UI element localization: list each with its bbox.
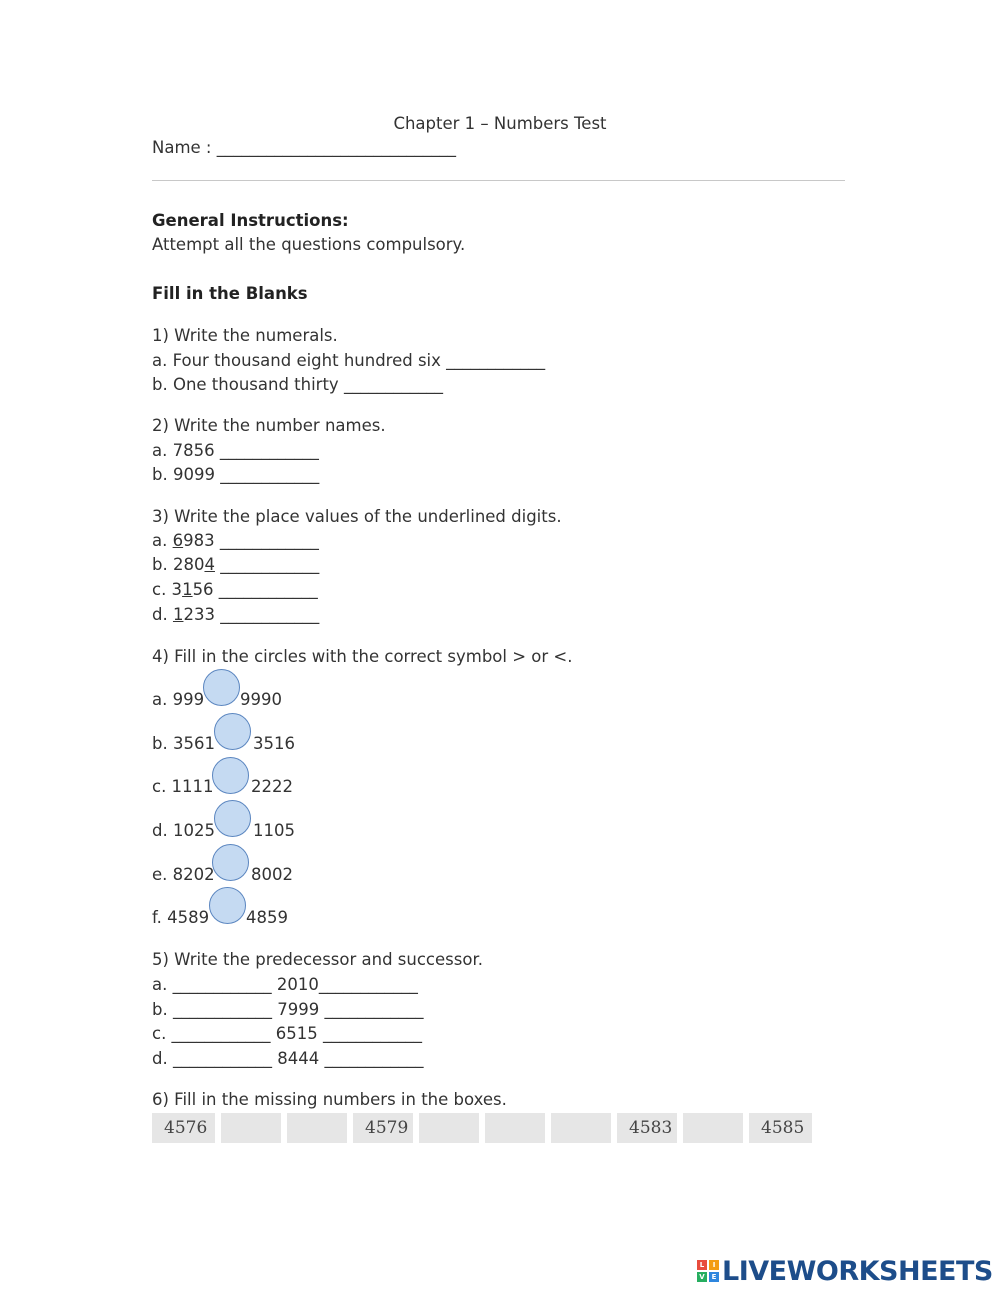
sequence-blank-cell[interactable] xyxy=(548,1113,614,1143)
sequence-blank-cell[interactable] xyxy=(284,1113,350,1143)
q3-item[interactable]: d. 1233 ____________ xyxy=(152,605,320,624)
name-blank[interactable]: _____________________________ xyxy=(216,138,456,157)
sequence-cell: 4579 xyxy=(350,1113,416,1143)
comparison-right: 8002 xyxy=(251,865,293,884)
sequence-cell: 4583 xyxy=(614,1113,680,1143)
q3-prompt: 3) Write the place values of the underlined digits. xyxy=(152,507,562,526)
q5-prompt: 5) Write the predecessor and successor. xyxy=(152,950,483,969)
underlined-digit: 4 xyxy=(204,555,215,574)
sequence-blank-cell[interactable] xyxy=(218,1113,284,1143)
sequence-blank-cell[interactable] xyxy=(680,1113,746,1143)
q3-item[interactable]: b. 2804 ____________ xyxy=(152,555,320,574)
sequence-cell: 4576 xyxy=(164,1118,208,1138)
divider xyxy=(152,180,845,181)
answer-circle[interactable] xyxy=(209,887,246,924)
answer-circle[interactable] xyxy=(212,844,249,881)
q1-prompt: 1) Write the numerals. xyxy=(152,326,338,345)
q1-item[interactable]: a. Four thousand eight hundred six ____________ xyxy=(152,351,546,370)
q5-item[interactable]: a. ____________ 2010____________ xyxy=(152,975,418,994)
page-title: Chapter 1 – Numbers Test xyxy=(393,114,607,133)
instructions-text: Attempt all the questions compulsory. xyxy=(152,235,466,254)
q3-item[interactable]: c. 3156 ____________ xyxy=(152,580,318,599)
number-sequence-table xyxy=(152,1113,812,1143)
comparison-right: 4859 xyxy=(246,908,288,927)
comparison-left: c. 1111 xyxy=(152,777,214,796)
q4-prompt: 4) Fill in the circles with the correct symbol > or <. xyxy=(152,647,573,666)
sequence-cell: 4585 xyxy=(746,1113,812,1143)
name-label: Name : xyxy=(152,138,217,157)
underlined-digit: 1 xyxy=(172,605,184,624)
sequence-blank-cell[interactable] xyxy=(482,1113,548,1143)
comparison-left: b. 3561 xyxy=(152,734,215,753)
underlined-digit: 6 xyxy=(172,531,184,550)
q5-item[interactable]: c. ____________ 6515 ____________ xyxy=(152,1024,423,1043)
comparison-left: a. 999 xyxy=(152,690,205,709)
logo-text: LIVEWORKSHEETS xyxy=(722,1255,993,1287)
comparison-right: 3516 xyxy=(253,734,295,753)
q2-item[interactable]: b. 9099 ____________ xyxy=(152,465,320,484)
instructions-heading: General Instructions: xyxy=(152,211,349,230)
answer-circle[interactable] xyxy=(214,713,251,750)
name-line xyxy=(152,138,456,158)
comparison-left: f. 4589 xyxy=(152,908,210,927)
q5-item[interactable]: d. ____________ 8444 ____________ xyxy=(152,1049,424,1068)
liveworksheets-logo[interactable] xyxy=(697,1257,993,1285)
q2-item[interactable]: a. 7856 ____________ xyxy=(152,441,319,460)
sequence-blank-cell[interactable] xyxy=(416,1113,482,1143)
answer-circle[interactable] xyxy=(214,800,251,837)
comparison-right: 9990 xyxy=(240,690,282,709)
answer-circle[interactable] xyxy=(212,757,249,794)
q5-item[interactable]: b. ____________ 7999 ____________ xyxy=(152,1000,424,1019)
q2-prompt: 2) Write the number names. xyxy=(152,416,386,435)
comparison-right: 2222 xyxy=(251,777,293,796)
logo-icon: L I V E xyxy=(697,1260,719,1282)
answer-circle[interactable] xyxy=(203,669,240,706)
comparison-left: e. 8202 xyxy=(152,865,215,884)
underlined-digit: 1 xyxy=(182,580,193,599)
comparison-right: 1105 xyxy=(253,821,295,840)
comparison-left: d. 1025 xyxy=(152,821,215,840)
section-heading: Fill in the Blanks xyxy=(152,284,308,303)
q3-item[interactable]: a. 6983 ____________ xyxy=(152,531,319,550)
q1-item[interactable]: b. One thousand thirty ____________ xyxy=(152,375,443,394)
q6-prompt: 6) Fill in the missing numbers in the boxes. xyxy=(152,1090,507,1109)
